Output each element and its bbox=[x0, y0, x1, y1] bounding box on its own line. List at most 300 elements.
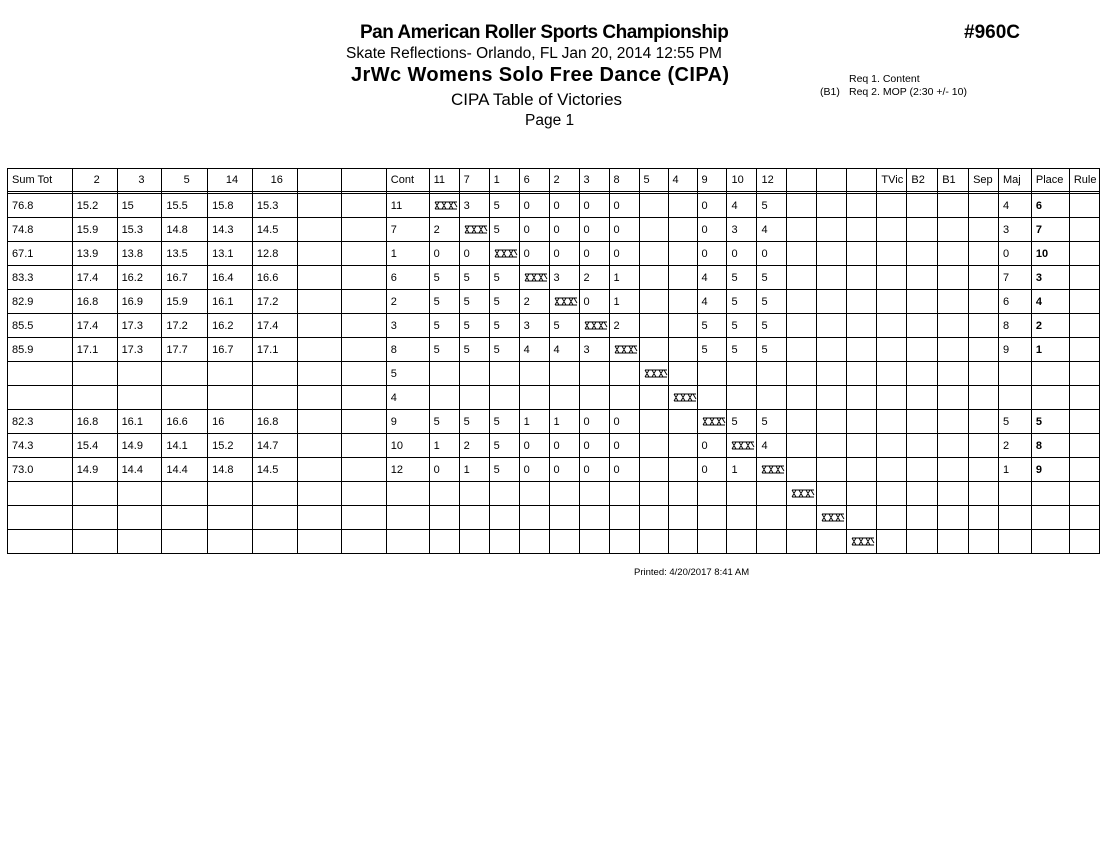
table-cell bbox=[847, 506, 877, 530]
table-cell: 16.7 bbox=[162, 266, 208, 290]
table-cell: 5 bbox=[489, 194, 519, 218]
crossed-out-mark bbox=[614, 345, 638, 354]
table-cell bbox=[877, 194, 907, 218]
table-cell: 14.9 bbox=[72, 458, 117, 482]
event-title: JrWc Womens Solo Free Dance (CIPA) bbox=[351, 64, 730, 86]
table-cell: 15.3 bbox=[117, 218, 162, 242]
column-header bbox=[297, 169, 342, 192]
column-header: 7 bbox=[459, 169, 489, 192]
table-cell bbox=[8, 362, 73, 386]
table-cell: 5 bbox=[757, 290, 787, 314]
table-cell bbox=[877, 386, 907, 410]
table-cell bbox=[787, 458, 817, 482]
table-cell: 0 bbox=[549, 218, 579, 242]
table-cell bbox=[342, 458, 387, 482]
table-cell bbox=[429, 506, 459, 530]
table-cell bbox=[342, 506, 387, 530]
table-cell: 1 bbox=[549, 410, 579, 434]
table-cell bbox=[938, 194, 969, 218]
table-cell: 14.8 bbox=[162, 218, 208, 242]
table-cell: 16.2 bbox=[117, 266, 162, 290]
table-cell bbox=[297, 506, 342, 530]
table-cell: 5 bbox=[489, 218, 519, 242]
table-cell: 0 bbox=[609, 458, 639, 482]
table-cell: 4 bbox=[549, 338, 579, 362]
self-comparison-cell bbox=[549, 290, 579, 314]
table-cell bbox=[342, 266, 387, 290]
table-cell: 5 bbox=[697, 314, 727, 338]
table-cell: 5 bbox=[757, 314, 787, 338]
table-cell bbox=[342, 290, 387, 314]
table-cell bbox=[969, 314, 999, 338]
table-cell bbox=[429, 530, 459, 554]
table-cell bbox=[489, 482, 519, 506]
table-cell bbox=[668, 506, 697, 530]
table-cell bbox=[787, 242, 817, 266]
table-cell bbox=[639, 458, 668, 482]
column-header: Sum Tot bbox=[8, 169, 73, 192]
table-cell: 5 bbox=[727, 266, 757, 290]
table-cell bbox=[969, 386, 999, 410]
table-cell bbox=[938, 386, 969, 410]
table-cell: 4 bbox=[386, 386, 429, 410]
place-cell: 9 bbox=[1031, 458, 1069, 482]
table-cell bbox=[386, 506, 429, 530]
table-cell: 2 bbox=[519, 290, 549, 314]
table-cell bbox=[609, 506, 639, 530]
table-cell: 16.9 bbox=[117, 290, 162, 314]
table-cell bbox=[162, 506, 208, 530]
table-cell bbox=[342, 386, 387, 410]
table-title: CIPA Table of Victories bbox=[451, 90, 623, 109]
table-cell bbox=[297, 242, 342, 266]
table-cell: 12.8 bbox=[252, 242, 297, 266]
place-cell bbox=[1031, 362, 1069, 386]
event-number: #960C bbox=[964, 22, 1020, 43]
table-cell: 16.6 bbox=[162, 410, 208, 434]
table-cell: 0 bbox=[757, 242, 787, 266]
table-cell bbox=[787, 530, 817, 554]
table-cell bbox=[757, 386, 787, 410]
table-row bbox=[8, 314, 1100, 338]
table-cell: 85.5 bbox=[8, 314, 73, 338]
crossed-out-mark bbox=[851, 537, 875, 546]
crossed-out-mark bbox=[434, 201, 458, 210]
table-cell bbox=[252, 506, 297, 530]
table-cell bbox=[877, 482, 907, 506]
table-cell: 73.0 bbox=[8, 458, 73, 482]
table-cell bbox=[668, 266, 697, 290]
table-cell: 5 bbox=[429, 338, 459, 362]
table-cell: 0 bbox=[579, 290, 609, 314]
table-cell: 17.2 bbox=[252, 290, 297, 314]
crossed-out-mark bbox=[554, 297, 578, 306]
table-cell: 5 bbox=[489, 338, 519, 362]
table-cell: 13.9 bbox=[72, 242, 117, 266]
table-cell: 5 bbox=[727, 290, 757, 314]
table-cell bbox=[489, 506, 519, 530]
table-cell bbox=[757, 362, 787, 386]
table-cell bbox=[8, 386, 73, 410]
table-cell: 7 bbox=[386, 218, 429, 242]
table-row bbox=[8, 506, 1100, 530]
table-cell bbox=[489, 386, 519, 410]
table-cell bbox=[519, 530, 549, 554]
table-cell: 16.6 bbox=[252, 266, 297, 290]
table-cell bbox=[907, 482, 938, 506]
table-cell bbox=[639, 386, 668, 410]
place-cell bbox=[1031, 530, 1069, 554]
table-cell bbox=[877, 410, 907, 434]
table-cell bbox=[787, 218, 817, 242]
table-cell bbox=[877, 506, 907, 530]
table-cell: 14.5 bbox=[252, 218, 297, 242]
table-cell: 5 bbox=[757, 266, 787, 290]
table-cell bbox=[757, 482, 787, 506]
table-cell bbox=[668, 482, 697, 506]
table-cell: 74.8 bbox=[8, 218, 73, 242]
table-cell bbox=[639, 290, 668, 314]
table-cell bbox=[609, 530, 639, 554]
table-cell bbox=[639, 434, 668, 458]
table-cell bbox=[252, 482, 297, 506]
table-cell bbox=[386, 482, 429, 506]
table-cell bbox=[639, 242, 668, 266]
column-header: B1 bbox=[938, 169, 969, 192]
table-cell bbox=[938, 434, 969, 458]
table-cell bbox=[817, 434, 847, 458]
table-cell bbox=[609, 362, 639, 386]
table-cell bbox=[1069, 338, 1099, 362]
table-cell: 15.8 bbox=[208, 194, 253, 218]
column-header: 10 bbox=[727, 169, 757, 192]
table-cell: 3 bbox=[386, 314, 429, 338]
table-cell: 16.2 bbox=[208, 314, 253, 338]
table-cell: 16.7 bbox=[208, 338, 253, 362]
column-header: 9 bbox=[697, 169, 727, 192]
table-cell: 15.2 bbox=[72, 194, 117, 218]
table-cell bbox=[907, 218, 938, 242]
table-cell: 5 bbox=[757, 410, 787, 434]
table-cell bbox=[847, 290, 877, 314]
table-cell bbox=[579, 482, 609, 506]
self-comparison-cell bbox=[489, 242, 519, 266]
table-cell bbox=[639, 530, 668, 554]
table-cell: 5 bbox=[999, 410, 1032, 434]
table-cell bbox=[787, 266, 817, 290]
table-cell: 2 bbox=[429, 218, 459, 242]
table-cell bbox=[208, 506, 253, 530]
table-cell bbox=[519, 482, 549, 506]
table-cell bbox=[1069, 242, 1099, 266]
table-row bbox=[8, 386, 1100, 410]
table-cell bbox=[727, 506, 757, 530]
table-cell bbox=[668, 410, 697, 434]
table-cell bbox=[877, 218, 907, 242]
table-row bbox=[8, 410, 1100, 434]
table-cell bbox=[342, 314, 387, 338]
table-cell: 16.8 bbox=[72, 290, 117, 314]
place-cell: 4 bbox=[1031, 290, 1069, 314]
table-cell bbox=[208, 482, 253, 506]
table-cell: 15.9 bbox=[162, 290, 208, 314]
table-cell bbox=[459, 386, 489, 410]
table-cell bbox=[459, 482, 489, 506]
table-cell bbox=[877, 338, 907, 362]
table-cell bbox=[817, 362, 847, 386]
table-cell bbox=[817, 242, 847, 266]
table-cell bbox=[847, 266, 877, 290]
requirement-2: Req 2. MOP (2:30 +/- 10) bbox=[849, 86, 967, 98]
table-cell: 85.9 bbox=[8, 338, 73, 362]
table-cell: 83.3 bbox=[8, 266, 73, 290]
requirement-2-code: (B1) bbox=[820, 86, 840, 98]
table-cell bbox=[817, 194, 847, 218]
table-cell bbox=[72, 482, 117, 506]
crossed-out-mark bbox=[673, 393, 697, 402]
table-cell bbox=[847, 362, 877, 386]
table-cell: 74.3 bbox=[8, 434, 73, 458]
table-row bbox=[8, 434, 1100, 458]
table-cell bbox=[342, 482, 387, 506]
table-cell bbox=[519, 362, 549, 386]
table-cell bbox=[342, 218, 387, 242]
table-cell bbox=[609, 386, 639, 410]
table-cell bbox=[639, 218, 668, 242]
table-cell: 17.2 bbox=[162, 314, 208, 338]
table-cell bbox=[787, 386, 817, 410]
table-cell bbox=[938, 458, 969, 482]
table-cell bbox=[938, 362, 969, 386]
table-cell bbox=[757, 506, 787, 530]
table-cell bbox=[668, 458, 697, 482]
column-header: 11 bbox=[429, 169, 459, 192]
table-cell: 17.3 bbox=[117, 314, 162, 338]
table-cell: 5 bbox=[727, 338, 757, 362]
table-cell bbox=[162, 362, 208, 386]
self-comparison-cell bbox=[639, 362, 668, 386]
table-cell: 0 bbox=[999, 242, 1032, 266]
table-cell: 0 bbox=[579, 410, 609, 434]
table-cell bbox=[727, 386, 757, 410]
table-cell bbox=[817, 530, 847, 554]
table-cell: 4 bbox=[727, 194, 757, 218]
table-cell: 0 bbox=[609, 218, 639, 242]
table-cell bbox=[549, 530, 579, 554]
table-cell bbox=[297, 338, 342, 362]
table-cell bbox=[459, 530, 489, 554]
table-row bbox=[8, 530, 1100, 554]
table-cell bbox=[162, 386, 208, 410]
table-cell: 5 bbox=[459, 410, 489, 434]
table-cell bbox=[297, 482, 342, 506]
crossed-out-mark bbox=[791, 489, 815, 498]
table-cell bbox=[847, 410, 877, 434]
table-cell bbox=[639, 338, 668, 362]
table-cell bbox=[297, 314, 342, 338]
table-cell bbox=[999, 482, 1032, 506]
table-cell: 17.7 bbox=[162, 338, 208, 362]
table-cell bbox=[342, 242, 387, 266]
table-cell bbox=[668, 194, 697, 218]
table-cell: 3 bbox=[727, 218, 757, 242]
table-cell bbox=[877, 434, 907, 458]
table-cell bbox=[429, 482, 459, 506]
column-header bbox=[817, 169, 847, 192]
table-cell bbox=[1069, 266, 1099, 290]
table-cell bbox=[787, 194, 817, 218]
table-cell bbox=[579, 506, 609, 530]
table-cell bbox=[877, 266, 907, 290]
table-cell bbox=[1069, 434, 1099, 458]
table-cell bbox=[907, 314, 938, 338]
column-header: 2 bbox=[549, 169, 579, 192]
table-cell: 1 bbox=[386, 242, 429, 266]
table-cell bbox=[297, 410, 342, 434]
table-cell bbox=[817, 338, 847, 362]
table-cell bbox=[907, 530, 938, 554]
table-cell bbox=[938, 314, 969, 338]
table-cell bbox=[1069, 218, 1099, 242]
table-cell bbox=[579, 386, 609, 410]
table-cell: 5 bbox=[459, 290, 489, 314]
table-cell: 0 bbox=[579, 194, 609, 218]
table-cell bbox=[697, 530, 727, 554]
place-cell bbox=[1031, 506, 1069, 530]
table-cell: 0 bbox=[609, 434, 639, 458]
table-cell bbox=[252, 362, 297, 386]
table-cell bbox=[938, 530, 969, 554]
table-cell: 13.8 bbox=[117, 242, 162, 266]
table-cell bbox=[907, 410, 938, 434]
table-cell bbox=[757, 530, 787, 554]
table-cell bbox=[208, 386, 253, 410]
victories-table bbox=[7, 168, 1100, 554]
table-cell bbox=[817, 314, 847, 338]
place-cell bbox=[1031, 386, 1069, 410]
table-cell bbox=[999, 530, 1032, 554]
table-cell: 14.4 bbox=[162, 458, 208, 482]
table-cell bbox=[668, 242, 697, 266]
table-cell: 1 bbox=[429, 434, 459, 458]
table-cell bbox=[252, 386, 297, 410]
table-cell: 16.4 bbox=[208, 266, 253, 290]
table-cell bbox=[72, 506, 117, 530]
table-cell bbox=[1069, 290, 1099, 314]
table-cell: 0 bbox=[697, 218, 727, 242]
table-cell: 0 bbox=[697, 194, 727, 218]
place-cell: 5 bbox=[1031, 410, 1069, 434]
table-cell bbox=[938, 482, 969, 506]
table-cell: 5 bbox=[489, 458, 519, 482]
table-cell: 1 bbox=[999, 458, 1032, 482]
table-cell bbox=[117, 530, 162, 554]
table-cell: 17.4 bbox=[72, 314, 117, 338]
crossed-out-mark bbox=[761, 465, 785, 474]
table-cell: 3 bbox=[549, 266, 579, 290]
column-header: Rule bbox=[1069, 169, 1099, 192]
table-cell: 5 bbox=[429, 410, 459, 434]
column-header: 12 bbox=[757, 169, 787, 192]
table-cell bbox=[668, 434, 697, 458]
table-cell: 82.9 bbox=[8, 290, 73, 314]
table-cell bbox=[519, 386, 549, 410]
table-cell bbox=[297, 194, 342, 218]
table-cell bbox=[847, 434, 877, 458]
table-cell bbox=[877, 458, 907, 482]
table-cell bbox=[969, 194, 999, 218]
column-header: 6 bbox=[519, 169, 549, 192]
table-cell: 4 bbox=[757, 218, 787, 242]
table-cell bbox=[999, 506, 1032, 530]
table-cell bbox=[117, 362, 162, 386]
place-cell: 10 bbox=[1031, 242, 1069, 266]
table-cell: 0 bbox=[519, 242, 549, 266]
venue-date-line: Skate Reflections- Orlando, FL Jan 20, 2014 12:55 PM bbox=[346, 45, 722, 62]
table-cell: 1 bbox=[609, 266, 639, 290]
table-cell bbox=[938, 242, 969, 266]
table-cell: 14.4 bbox=[117, 458, 162, 482]
table-row bbox=[8, 338, 1100, 362]
crossed-out-mark bbox=[464, 225, 488, 234]
table-cell: 2 bbox=[999, 434, 1032, 458]
table-cell: 5 bbox=[757, 338, 787, 362]
table-cell bbox=[297, 434, 342, 458]
self-comparison-cell bbox=[579, 314, 609, 338]
table-cell bbox=[969, 482, 999, 506]
table-cell bbox=[8, 506, 73, 530]
column-header: Sep bbox=[969, 169, 999, 192]
table-cell: 12 bbox=[386, 458, 429, 482]
table-cell bbox=[817, 458, 847, 482]
table-cell bbox=[297, 458, 342, 482]
table-cell bbox=[938, 266, 969, 290]
table-cell: 14.1 bbox=[162, 434, 208, 458]
table-cell bbox=[297, 290, 342, 314]
table-cell bbox=[1069, 194, 1099, 218]
table-cell: 1 bbox=[519, 410, 549, 434]
table-header-row bbox=[8, 169, 1100, 192]
table-cell bbox=[877, 314, 907, 338]
table-cell bbox=[847, 242, 877, 266]
table-cell bbox=[342, 530, 387, 554]
table-cell bbox=[938, 338, 969, 362]
table-cell bbox=[1069, 362, 1099, 386]
table-cell: 14.3 bbox=[208, 218, 253, 242]
table-cell bbox=[727, 530, 757, 554]
table-cell bbox=[907, 362, 938, 386]
table-cell bbox=[1069, 314, 1099, 338]
table-cell bbox=[342, 362, 387, 386]
table-cell bbox=[1069, 458, 1099, 482]
table-cell bbox=[549, 482, 579, 506]
column-header bbox=[847, 169, 877, 192]
table-cell: 16.1 bbox=[117, 410, 162, 434]
table-cell: 2 bbox=[386, 290, 429, 314]
table-cell bbox=[787, 506, 817, 530]
table-cell bbox=[787, 362, 817, 386]
printed-timestamp: Printed: 4/20/2017 8:41 AM bbox=[634, 567, 750, 578]
table-cell bbox=[459, 362, 489, 386]
table-cell bbox=[969, 434, 999, 458]
table-cell: 3 bbox=[519, 314, 549, 338]
column-header: B2 bbox=[907, 169, 938, 192]
table-cell bbox=[877, 530, 907, 554]
table-cell bbox=[938, 218, 969, 242]
table-cell bbox=[668, 338, 697, 362]
table-cell bbox=[907, 290, 938, 314]
self-comparison-cell bbox=[727, 434, 757, 458]
